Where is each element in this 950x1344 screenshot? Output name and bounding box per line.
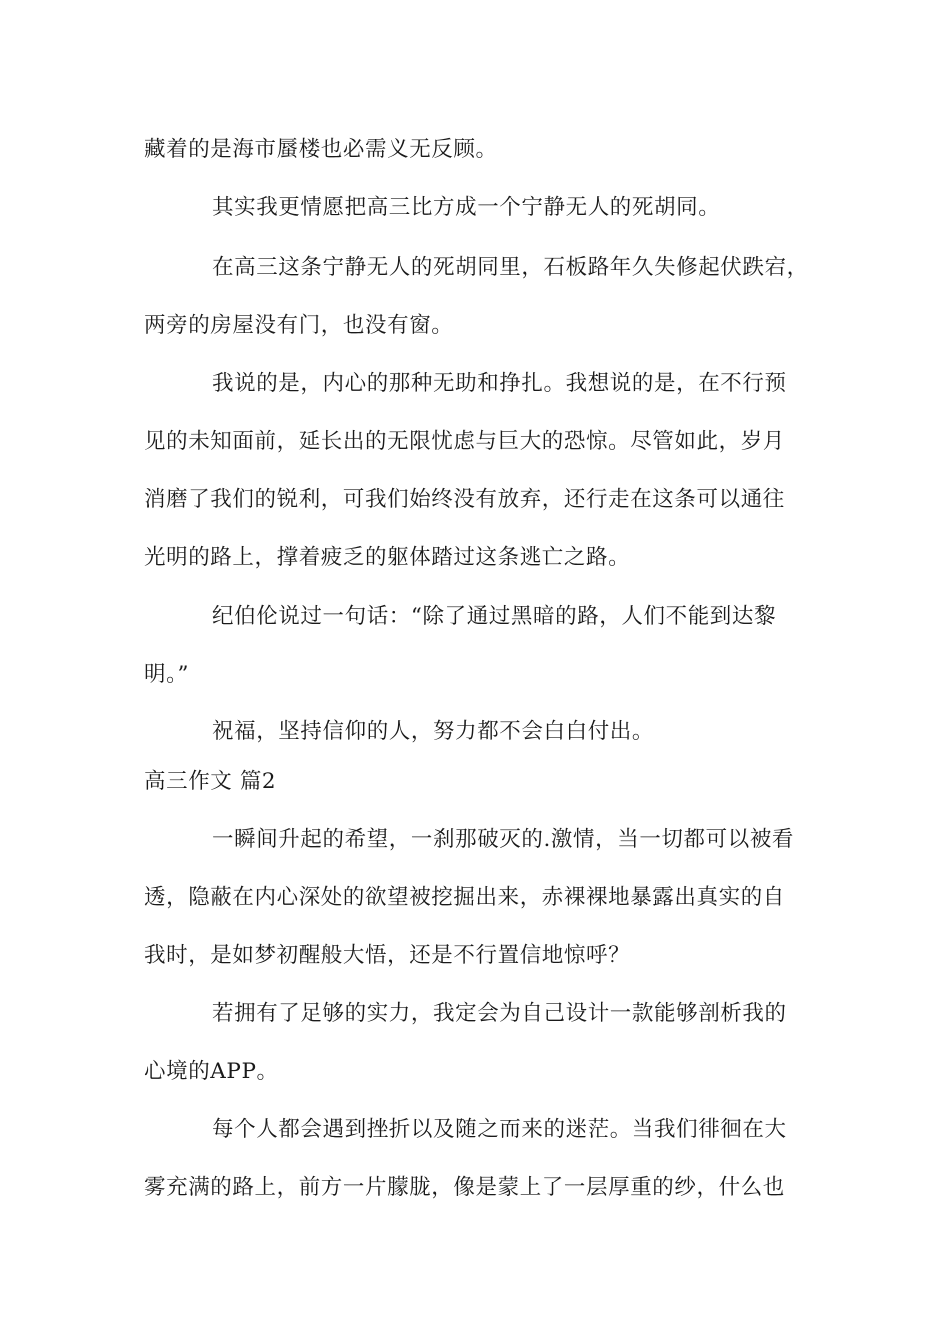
paragraph-line: 每个人都会遇到挫折以及随之而来的迷茫。当我们徘徊在大 (212, 1117, 787, 1142)
paragraph-line: 透，隐蔽在内心深处的欲望被挖掘出来，赤裸裸地暴露出真实的自 (144, 885, 785, 910)
paragraph-line: 其实我更情愿把高三比方成一个宁静无人的死胡同。 (212, 195, 721, 220)
paragraph-line: 光明的路上，撑着疲乏的躯体踏过这条逃亡之路。 (144, 545, 631, 570)
paragraph-line: 两旁的房屋没有门，也没有窗。 (144, 313, 454, 338)
paragraph-line: 祝福，坚持信仰的人，努力都不会白白付出。 (212, 719, 655, 744)
section-heading: 高三作文 篇2 (144, 769, 277, 794)
paragraph-line: 我时，是如梦初醒般大悟，还是不行置信地惊呼？ (144, 943, 631, 968)
paragraph-line: 心境的APP。 (144, 1059, 279, 1084)
quote-line: 明。” (144, 662, 190, 687)
paragraph-line: 一瞬间升起的希望，一刹那破灭的.激情，当一切都可以被看 (212, 827, 795, 852)
paragraph-line: 在高三这条宁静无人的死胡同里，石板路年久失修起伏跌宕， (212, 255, 809, 280)
paragraph-line: 消磨了我们的锐利，可我们始终没有放弃，还行走在这条可以通往 (144, 487, 785, 512)
paragraph-line: 我说的是，内心的那种无助和挣扎。我想说的是，在不行预 (212, 371, 787, 396)
quote-line: 纪伯伦说过一句话：“除了通过黑暗的路，人们不能到达黎 (212, 604, 777, 629)
paragraph-continuation-line: 藏着的是海市蜃楼也必需义无反顾。 (144, 137, 498, 162)
paragraph-line: 若拥有了足够的实力，我定会为自己设计一款能够剖析我的 (212, 1001, 787, 1026)
paragraph-line: 见的未知面前，延长出的无限忧虑与巨大的恐惊。尽管如此，岁月 (144, 429, 785, 454)
paragraph-line: 雾充满的路上，前方一片朦胧，像是蒙上了一层厚重的纱，什么也 (144, 1175, 785, 1200)
